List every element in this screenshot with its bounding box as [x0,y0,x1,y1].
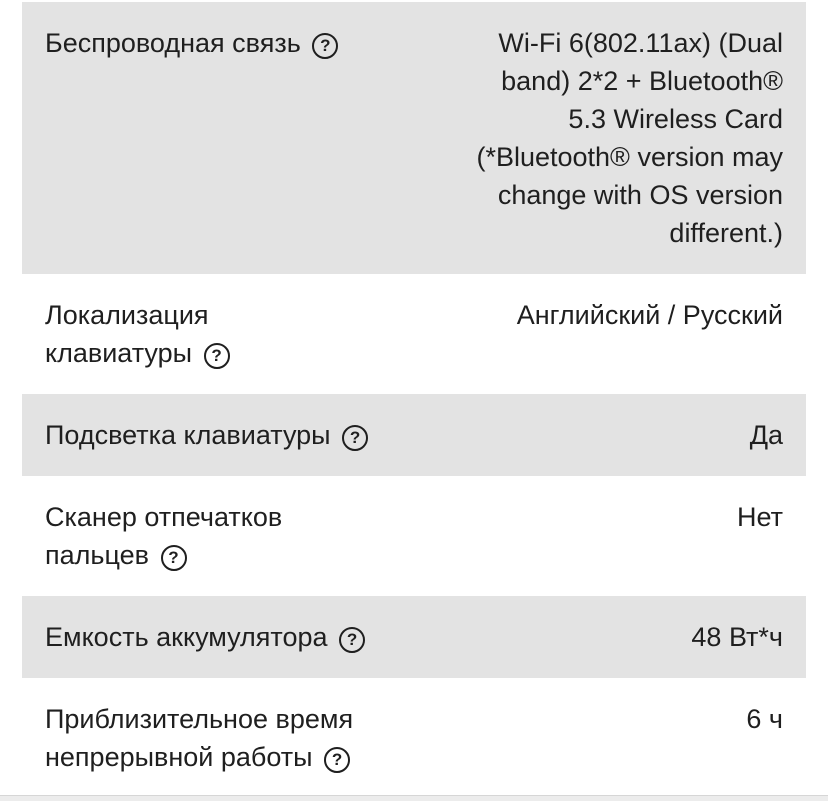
spec-label-text: Беспроводная связь [45,28,301,58]
spec-label-fingerprint [45,498,282,574]
spec-value-battery: 48 Вт*ч [691,622,783,652]
help-icon[interactable]: ? [339,627,365,653]
spec-label-line: клавиатуры [45,338,193,368]
spec-label-battery-life [45,700,353,776]
spec-label-keyboard-backlight [45,416,368,454]
spec-value-battery-life: 6 ч [746,704,783,734]
spec-value-line: (*Bluetooth® version may [476,142,783,172]
help-icon[interactable]: ? [161,545,187,571]
spec-label-keyboard-layout [45,296,230,372]
spec-value-line: 5.3 Wireless Card [568,104,783,134]
spec-value-keyboard-backlight: Да [749,420,783,450]
spec-label-line: Приблизительное время [45,704,354,734]
spec-value-line: Wi-Fi 6(802.11ax) (Dual [498,28,783,58]
spec-row-battery-life [22,678,806,795]
help-icon[interactable]: ? [342,425,368,451]
spec-row-keyboard-backlight [22,394,806,476]
spec-value-line: different.) [669,218,783,248]
spec-label-wireless [45,24,338,62]
specs-table [22,2,806,795]
spec-value-line: band) 2*2 + Bluetooth® [501,66,783,96]
spec-value-keyboard-layout: Английский / Русский [516,300,783,330]
spec-label-line: Локализация [45,300,209,330]
help-icon[interactable]: ? [324,747,350,773]
spec-row-fingerprint [22,476,806,596]
help-icon[interactable]: ? [204,343,230,369]
bottom-divider [0,795,828,801]
help-icon[interactable]: ? [312,33,338,59]
spec-label-line: непрерывной работы [45,742,313,772]
spec-row-keyboard-layout [22,274,806,394]
spec-value-line: change with OS version [497,180,783,210]
spec-label-line: Сканер отпечатков [45,502,283,532]
spec-row-battery [22,596,806,678]
spec-value-fingerprint: Нет [737,502,783,532]
spec-label-text: Подсветка клавиатуры [45,420,331,450]
spec-label-text: Емкость аккумулятора [45,622,328,652]
spec-value-wireless [423,24,783,252]
spec-label-battery [45,618,365,656]
spec-row-wireless [22,2,806,274]
spec-label-line: пальцев [45,540,149,570]
